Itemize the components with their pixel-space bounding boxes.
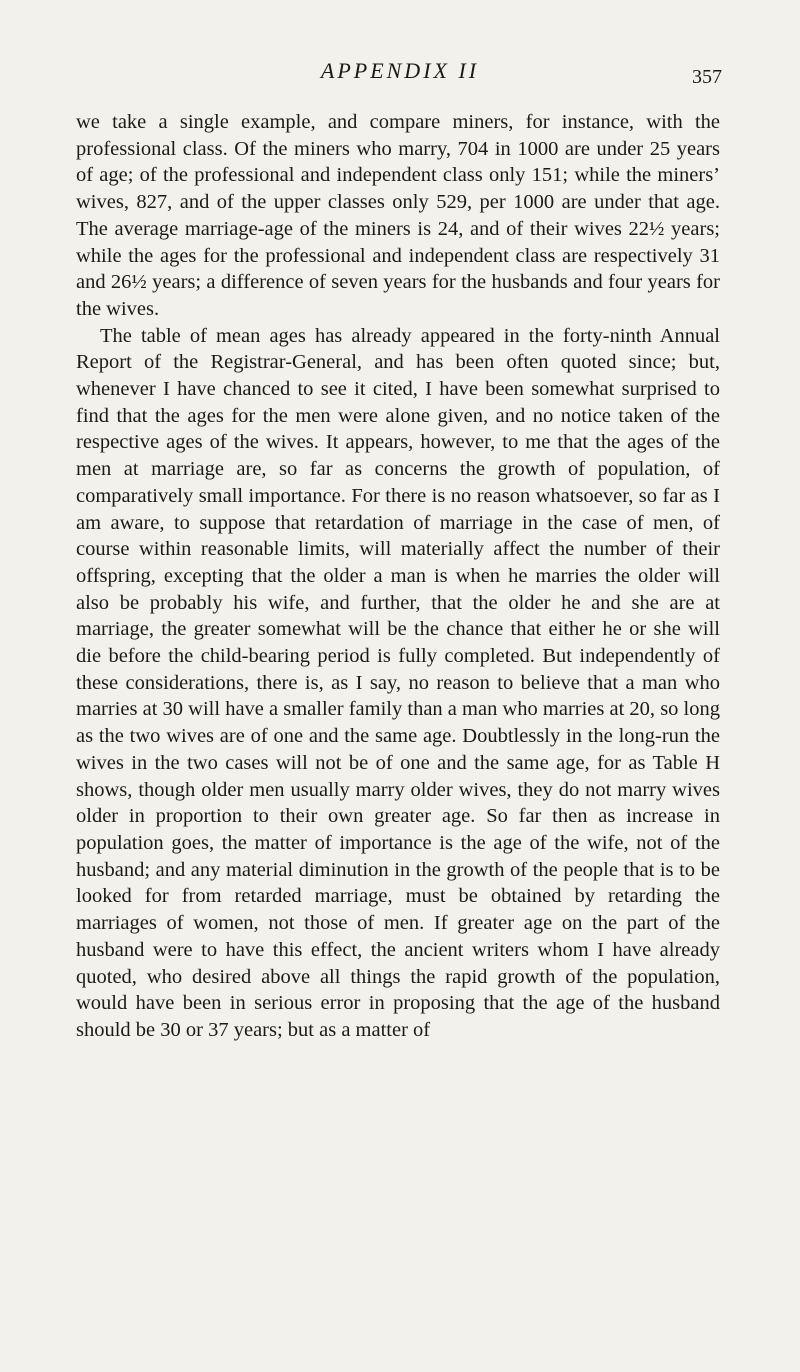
page-number: 357 — [692, 66, 722, 88]
running-title: APPENDIX II — [320, 58, 480, 83]
paragraph-continued: we take a single example, and compare miners, for instance, with the professional class. Of the miners who marry, 704 in 1000 are under 25 years of age; of the professional and independent class only 151; while the miners’ wives, 827, and of the upper classes only 529, per 1000 are under that age. The average marriage-age of the miners is 24, and of their wives 22½ years; while the ages for the professional and independent class are respectively 31 and 26½ years; a difference of seven years for the husbands and four years for the wives. — [76, 111, 720, 320]
running-header — [0, 58, 800, 90]
body-text — [76, 109, 720, 1044]
paragraph-table-of-mean-ages: The table of mean ages has already appeared in the forty-ninth Annual Report of the Registrar-General, and has been often quoted since; but, whenever I have chanced to see it cited, I have been somewhat surprised to find that the ages for the men were alone given, and no notice taken of the respective ages of the wives. It appears, however, to me that the ages of the men at marriage are, so far as concerns the growth of population, of comparatively small importance. For there is no reason whatsoever, so far as I am aware, to suppose that retardation of marriage in the case of men, of course within reasonable limits, will materially affect the number of their offspring, excepting that the older a man is when he marries the older will also be probably his wife, and further, that the older he and she are at marriage, the greater somewhat will be the chance that either he or she will die before the child-bearing period is fully completed. But independently of these considerations, there is, as I say, no reason to believe that a man who marries at 30 will have a smaller family than a man who marries at 20, so long as the two wives are of one and the same age. Doubtlessly in the long-run the wives in the two cases will not be of one and the same age, for as Table H shows, though older men usually marry older wives, they do not marry wives older in proportion to their own greater age. So far then as increase in population goes, the matter of importance is the age of the wife, not of the husband; and any material diminution in the growth of the people that is to be looked for from retarded marriage, must be obtained by retarding the marriages of women, not those of men. If greater age on the part of the husband were to have this effect, the ancient writers whom I have already quoted, who desired above all things the rapid growth of the population, would have been in serious error in proposing that the age of the husband should be 30 or 37 years; but as a matter of — [76, 324, 720, 1041]
